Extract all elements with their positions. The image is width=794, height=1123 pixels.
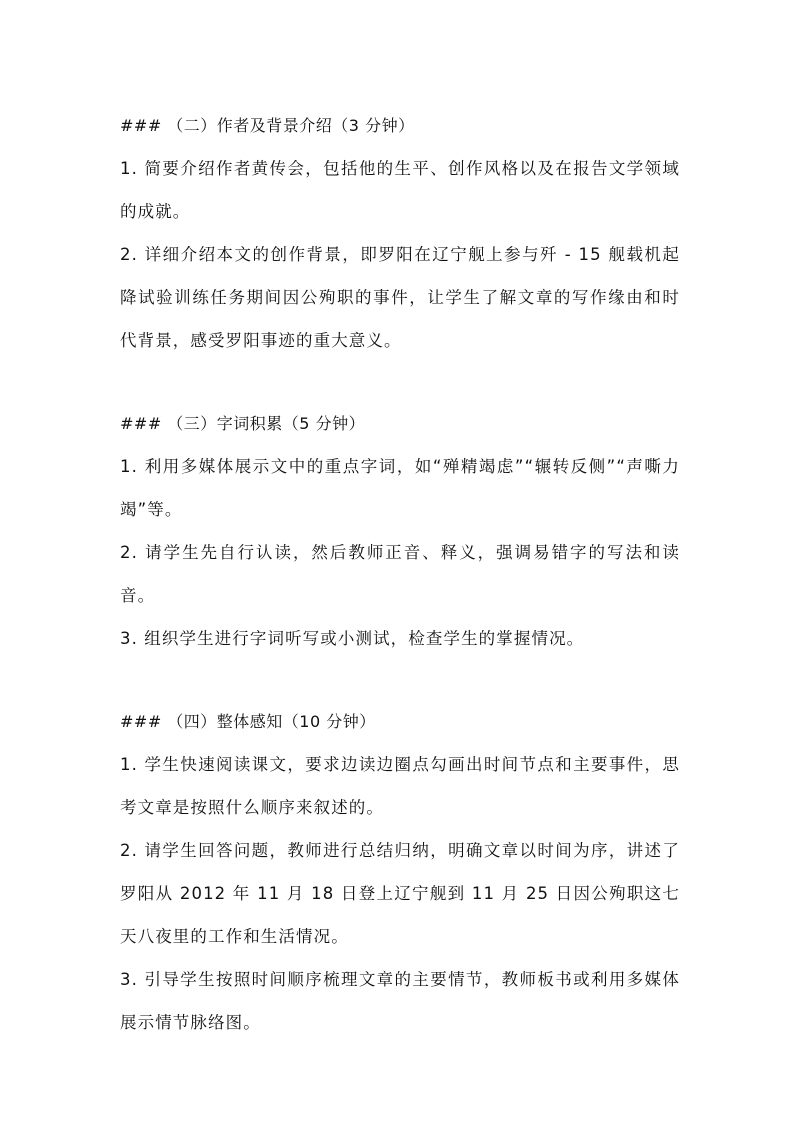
list-item: 3. 组织学生进行字词听写或小测试，检查学生的掌握情况。	[120, 629, 585, 648]
list-item: 2. 请学生先自行认读，然后教师正音、释义，强调易错字的写法和读音。	[120, 543, 680, 605]
section-heading: ### （三）字词积累（5 分钟）	[120, 414, 366, 433]
section-heading: ### （二）作者及背景介绍（3 分钟）	[120, 116, 415, 135]
section-author-background	[120, 104, 680, 362]
list-item: 2. 详细介绍本文的创作背景，即罗阳在辽宁舰上参与歼 - 15 舰载机起降试验训练任务期间因公殉职的事件，让学生了解文章的写作缘由和时代背景，感受罗阳事迹的重大意义。	[120, 245, 680, 350]
list-item: 1. 简要介绍作者黄传会，包括他的生平、创作风格以及在报告文学领域的成就。	[120, 159, 680, 221]
list-item: 2. 请学生回答问题，教师进行总结归纳，明确文章以时间为序，讲述了罗阳从 2012 年 11 月 18 日登上辽宁舰到 11 月 25 日因公殉职这七天八夜里的工作和生活情况。	[120, 841, 680, 946]
list-item: 1. 利用多媒体展示文中的重点字词，如“殚精竭虑”“辗转反侧”“声嘶力竭”等。	[120, 457, 680, 519]
section-heading: ### （四）整体感知（10 分钟）	[120, 712, 376, 731]
document-body	[120, 104, 680, 1044]
section-vocabulary	[120, 402, 680, 660]
list-item: 3. 引导学生按照时间顺序梳理文章的主要情节，教师板书或利用多媒体展示情节脉络图。	[120, 970, 680, 1032]
list-item: 1. 学生快速阅读课文，要求边读边圈点勾画出时间节点和主要事件，思考文章是按照什么顺序来叙述的。	[120, 755, 680, 817]
section-overall-perception	[120, 700, 680, 1044]
